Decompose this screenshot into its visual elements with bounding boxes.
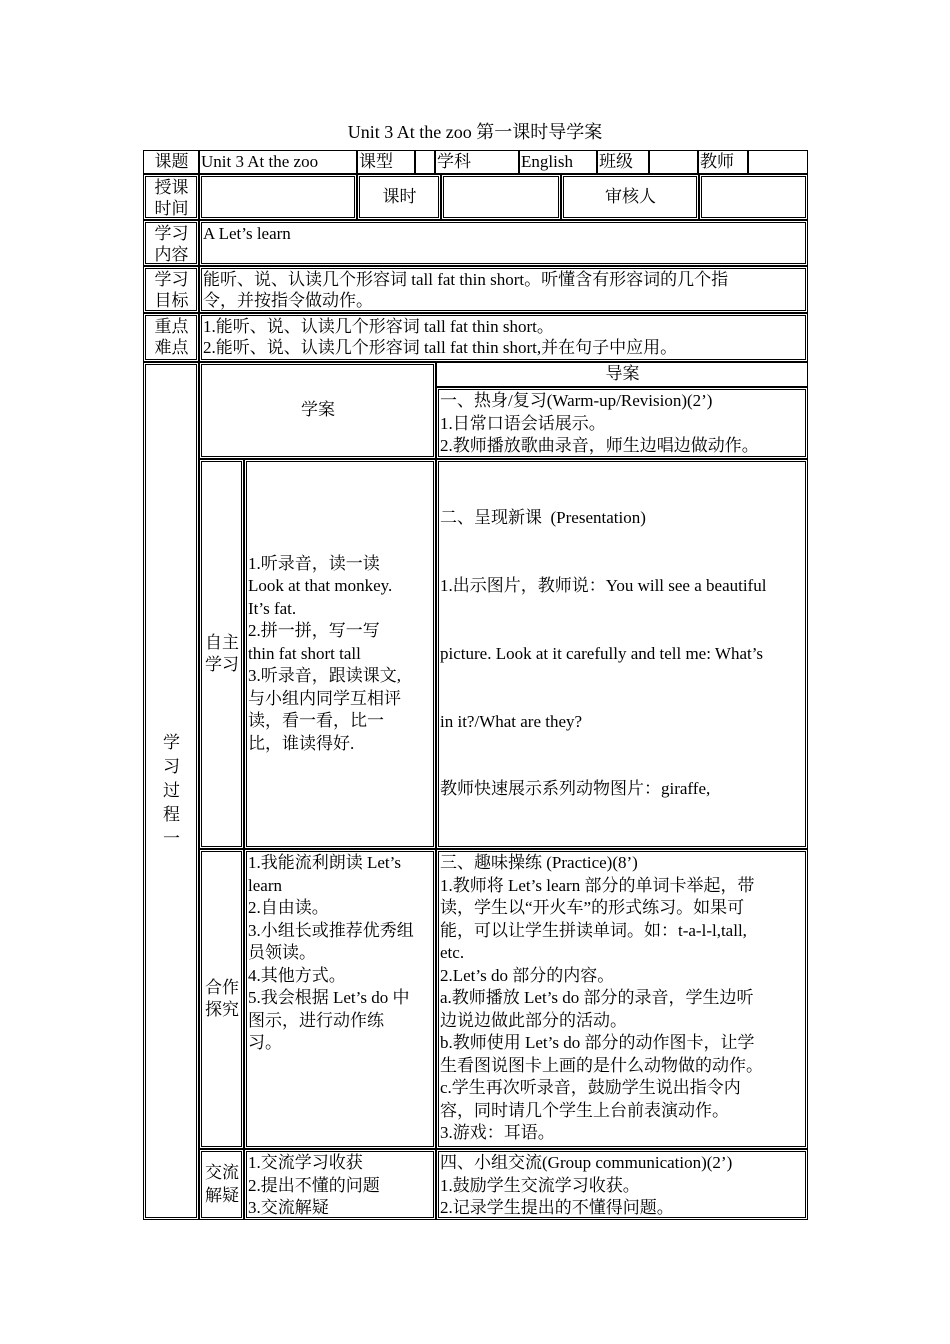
label-cooperate: 合作 探究 bbox=[199, 849, 244, 1149]
exchange-tasks: 1.交流学习收获 2.提出不懂的问题 3.交流解疑 bbox=[244, 1149, 436, 1220]
teacher-value bbox=[748, 150, 808, 174]
label-process: 学 习 过 程 一 bbox=[143, 362, 199, 1220]
xuean-header: 学案 bbox=[199, 362, 436, 459]
goals-value: 能听、说、认读几个形容词 tall fat thin short。听懂含有形容词的几个指 令，并按指令做动作。 bbox=[199, 266, 808, 313]
label-subject: 学科 bbox=[435, 150, 519, 174]
lesson-type-value bbox=[415, 150, 435, 174]
document-title: Unit 3 At the zoo 第一课时导学案 bbox=[347, 122, 603, 142]
label-topic: 课题 bbox=[143, 150, 199, 174]
subject-value: English bbox=[519, 150, 597, 174]
label-self-study: 自主 学习 bbox=[199, 459, 244, 849]
label-exchange: 交流 解疑 bbox=[199, 1149, 244, 1220]
presentation-guide: 二、呈现新课 (Presentation) 1.出示图片，教师说：You will see a beautiful picture. Look at it carefully and tell me: What’s in it?/What are they? 教师快速展示系列动物图片：giraffe, bbox=[436, 459, 808, 849]
date-value bbox=[199, 174, 357, 220]
label-teacher: 教师 bbox=[698, 150, 748, 174]
label-lesson-type: 课型 bbox=[357, 150, 415, 174]
reviewer-value bbox=[699, 174, 808, 220]
hours-value bbox=[441, 174, 561, 220]
label-content: 学习 内容 bbox=[143, 220, 199, 266]
label-keypoints: 重点 难点 bbox=[143, 313, 199, 362]
group-communication-guide: 四、小组交流(Group communication)(2’) 1.鼓励学生交流学习收获。 2.记录学生提出的不懂得问题。 bbox=[436, 1149, 808, 1220]
topic-value: Unit 3 At the zoo bbox=[199, 150, 357, 174]
self-study-tasks: 1.听录音，读一读 Look at that monkey. It’s fat. 2.拼一拼，写一写 thin fat short tall 3.听录音，跟读课文, 与小组内同学互相评 读，看一看，比一 比，谁读得好. bbox=[244, 459, 436, 849]
cooperate-tasks: 1.我能流利朗读 Let’s learn 2.自由读。 3.小组长或推荐优秀组 员领读。 4.其他方式。 5.我会根据 Let’s do 中 图示，进行动作练 习。 bbox=[244, 849, 436, 1149]
label-goals: 学习 目标 bbox=[143, 266, 199, 313]
daoan-header: 导案 bbox=[436, 362, 808, 387]
label-date: 授课 时间 bbox=[143, 174, 199, 220]
label-hours: 课时 bbox=[357, 174, 441, 220]
practice-guide: 三、趣味操练 (Practice)(8’) 1.教师将 Let’s learn 部分的单词卡举起，带 读，学生以“开火车”的形式练习。如果可 能，可以让学生拼读单词。如：t-a-l-l,tall, etc. 2.Let’s do 部分的内容。 a.教师播放 Let’s do 部分的录音，学生边听 边说边做此部分的活动。 b.教师使用 Let’s do 部分的动作图卡，让学 生看图说图卡上画的是什么动物做的动作。 c.学生再次听录音，鼓励学生说出指令内 容，同时请几个学生上台前表演动作。 3.游戏：耳语。 bbox=[436, 849, 808, 1149]
label-class: 班级 bbox=[597, 150, 649, 174]
keypoints-value: 1.能听、说、认读几个形容词 tall fat thin short。 2.能听、说、认读几个形容词 tall fat thin short,并在句子中应用。 bbox=[199, 313, 808, 362]
warmup-guide: 一、热身/复习(Warm-up/Revision)(2’) 1.日常口语会话展示。 2.教师播放歌曲录音，师生边唱边做动作。 bbox=[436, 387, 808, 459]
content-value: A Let’s learn bbox=[199, 220, 808, 266]
class-value bbox=[649, 150, 698, 174]
label-reviewer: 审核人 bbox=[561, 174, 699, 220]
